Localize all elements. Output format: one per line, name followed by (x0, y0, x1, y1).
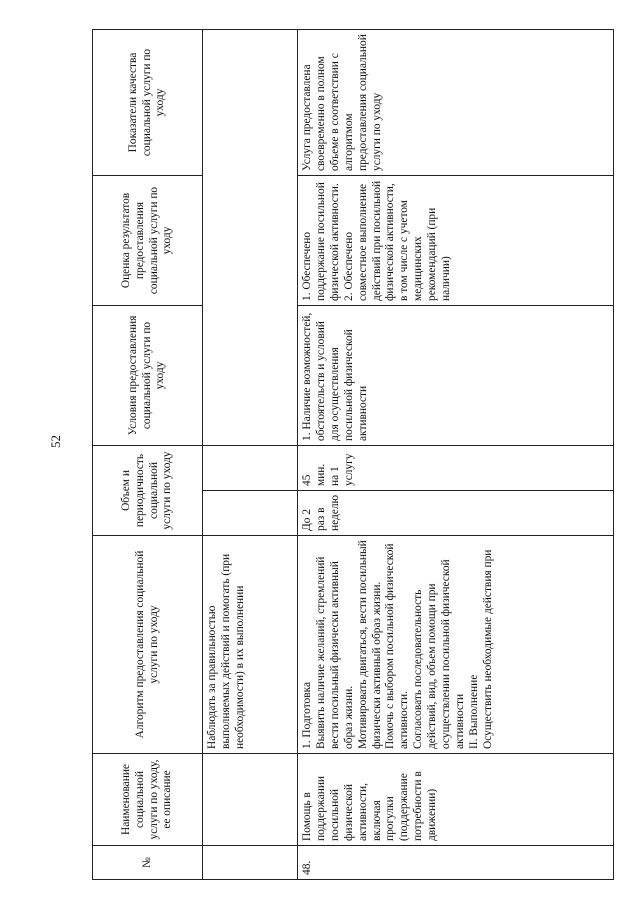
cell-merged-empty (203, 30, 298, 446)
cell-periodicity (203, 491, 298, 536)
cell-num: 48. (298, 846, 614, 880)
cell-quality: Услуга предоставлена своевременно в полном объеме в соответствии с алгоритмом предоставления социальной услуги по уходу (298, 30, 614, 176)
cell-conditions: 1. Наличие возможностей, обстоятельств и условий для осуществления посильной физической активности (298, 306, 614, 446)
cell-periodicity: До 2 раз в неделю (298, 491, 614, 536)
header-num: № (93, 846, 203, 880)
cell-algorithm: 1. Подготовка Выявить наличие желаний, стремлений вести посильный физически активный образ жизни. Мотивировать двигаться, вести посильный физически активный образ жизни. Помочь с выбором посильной физической активности. Согласовать последовательность действий, вид, объем помощи при осуществлении посильной физической активности II. Выполнение Осуществить необходимые действия при (298, 536, 614, 754)
header-quality: Показатели качества социальной услуги по уходу (93, 30, 203, 176)
header-assessment: Оценка результатов предоставления социальной услуги по уходу (93, 176, 203, 306)
cell-num (203, 846, 298, 880)
cell-name: Помощь в поддержании посильной физической активности, включая прогулки (поддержание потребности в движении) (298, 754, 614, 846)
header-row (93, 30, 203, 880)
social-care-table (92, 29, 614, 880)
cell-duration: 45 мин. на 1 услугу (298, 446, 614, 491)
cell-assessment: 1. Обеспечено поддержание посильной физической активности. 2. Обеспечено совместное выполнение действий при посильной физической активности, в том числе с учетом медицинских рекомендаций (при наличии) (298, 176, 614, 306)
header-name: Наименование социальной услуги по уходу, ее описание (93, 754, 203, 846)
header-algorithm: Алгоритм предоставления социальной услуги по уходу (93, 536, 203, 754)
table-row-continued (203, 30, 298, 880)
rotated-table-wrapper (92, 30, 614, 880)
cell-algorithm: Наблюдать за правильностью выполняемых действий и помогать (при необходимости) в их выполнении (203, 536, 298, 754)
cell-name (203, 754, 298, 846)
page-number: 52 (48, 435, 63, 448)
cell-duration (203, 446, 298, 491)
header-conditions: Условия предоставления социальной услуги по уходу (93, 306, 203, 446)
header-volume: Объем и периодичность социальной услуги по уходу (93, 446, 203, 536)
table-row-48 (298, 30, 614, 880)
